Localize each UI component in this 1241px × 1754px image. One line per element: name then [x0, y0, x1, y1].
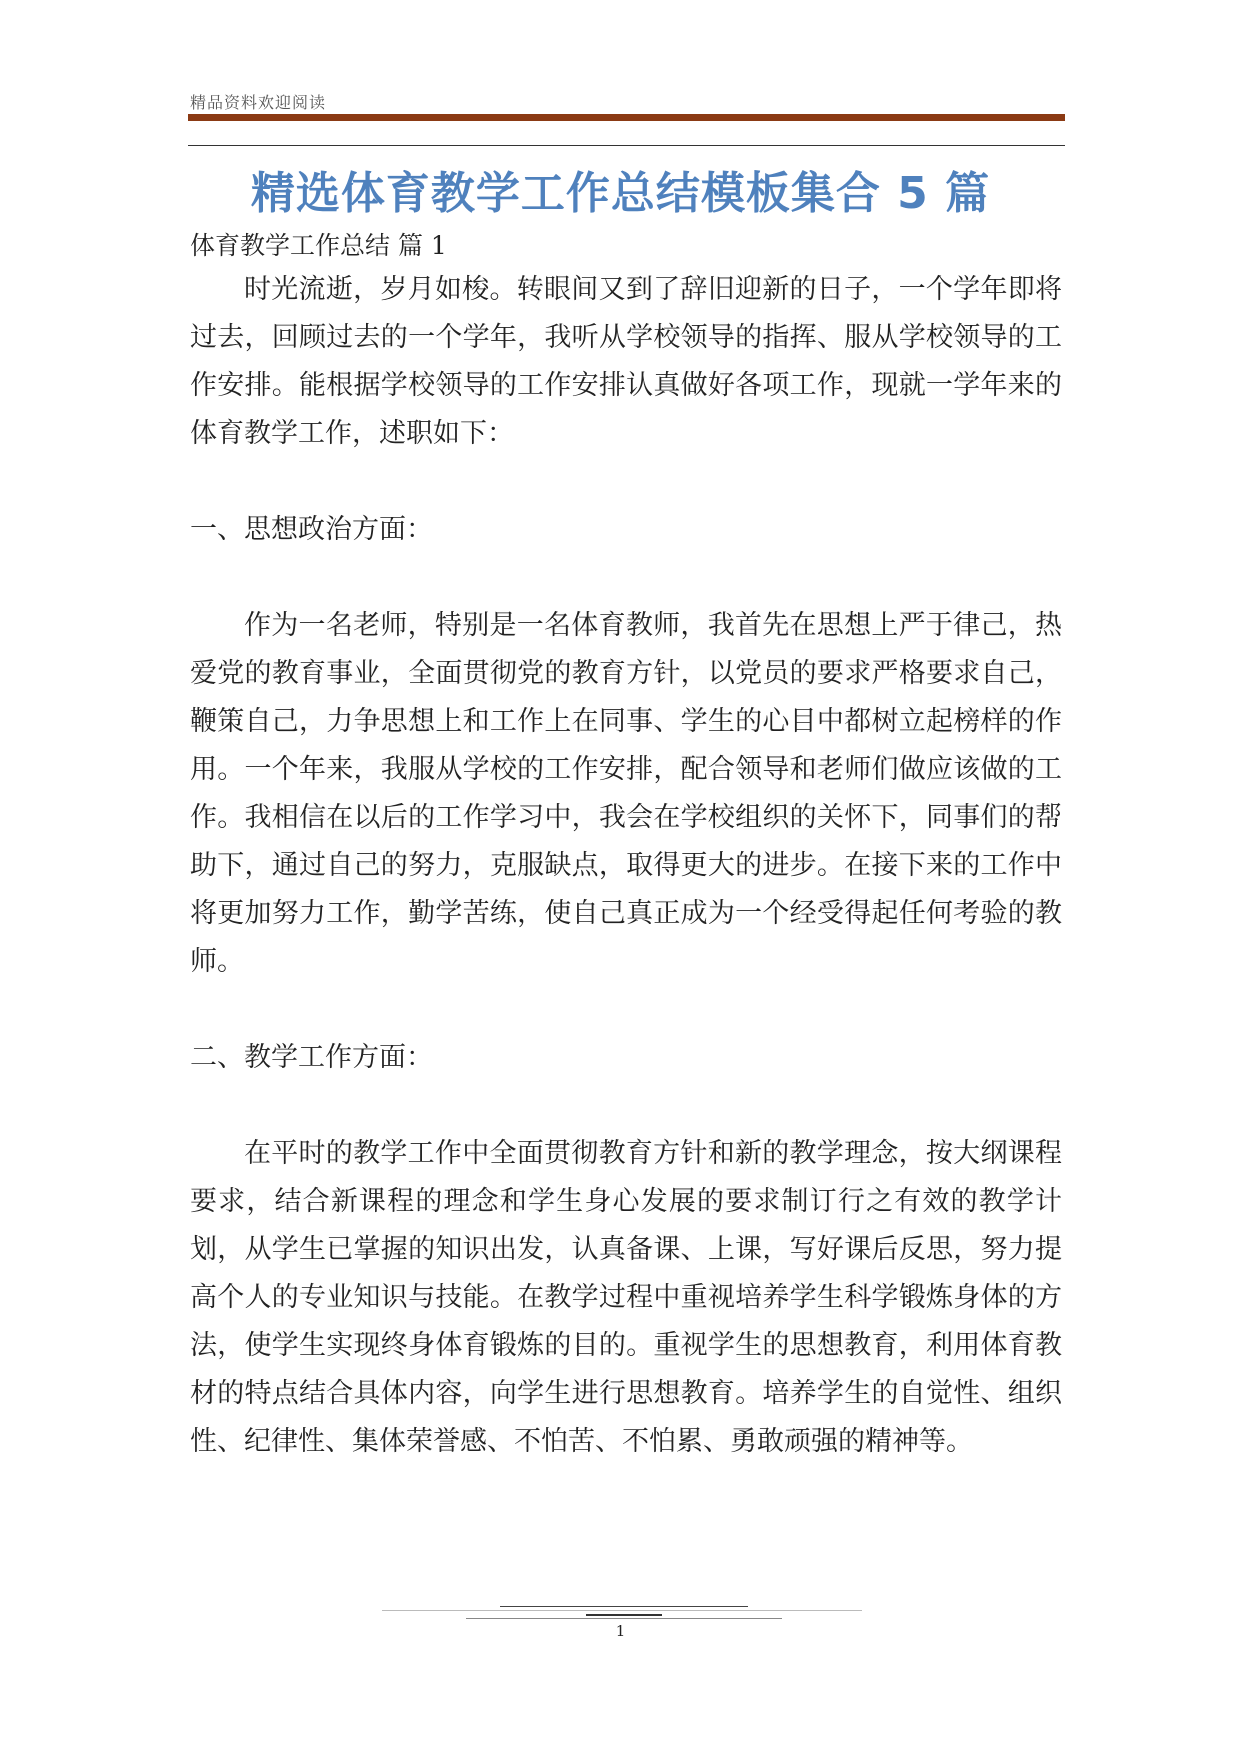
header-rule-thick [188, 114, 1065, 121]
header-rule-thin [188, 145, 1065, 146]
footer-rule [500, 1606, 748, 1607]
teaching-paragraph: 在平时的教学工作中全面贯彻教育方针和新的教学理念，按大纲课程要求，结合新课程的理念和学生身心发展的要求制订行之有效的教学计划，从学生已掌握的知识出发，认真备课、上课，写好课后反思，努力提高个人的专业知识与技能。在教学过程中重视培养学生科学锻炼身体的方法，使学生实现终身体育锻炼的目的。重视学生的思想教育，利用体育教材的特点结合具体内容，向学生进行思想教育。培养学生的自觉性、组织性、纪律性、集体荣誉感、不怕苦、不怕累、勇敢顽强的精神等。 [190, 1138, 1062, 1457]
footer-rule [586, 1614, 662, 1616]
document-body [190, 226, 1062, 1466]
intro-paragraph: 时光流逝，岁月如梭。转眼间又到了辞旧迎新的日子，一个学年即将过去，回顾过去的一个学年，我听从学校领导的指挥、服从学校领导的工作安排。能根据学校领导的工作安排认真做好各项工作，现就一学年来的体育教学工作，述职如下： [190, 274, 1062, 449]
section-subtitle: 体育教学工作总结 篇 1 [190, 231, 447, 260]
section-heading-teaching: 二、教学工作方面： [190, 1042, 433, 1073]
footer-rule [382, 1610, 862, 1611]
politics-paragraph: 作为一名老师，特别是一名体育教师，我首先在思想上严于律己，热爱党的教育事业，全面贯彻党的教育方针，以党员的要求严格要求自己，鞭策自己，力争思想上和工作上在同事、学生的心目中都树立起榜样的作用。一个年来，我服从学校的工作安排，配合领导和老师们做应该做的工作。我相信在以后的工作学习中，我会在学校组织的关怀下，同事们的帮助下，通过自己的努力，克服缺点，取得更大的进步。在接下来的工作中将更加努力工作，勤学苦练，使自己真正成为一个经受得起任何考验的教师。 [190, 610, 1062, 977]
document-title: 精选体育教学工作总结模板集合 5 篇 [250, 168, 991, 219]
paragraph-spacer [190, 554, 1062, 602]
paragraph-spacer [190, 986, 1062, 1034]
paragraph-spacer [190, 1082, 1062, 1130]
page-number: 1 [615, 1622, 626, 1640]
paragraph-spacer [190, 458, 1062, 506]
page-header-text: 精品资料欢迎阅读 [190, 93, 327, 112]
footer-rule [466, 1618, 782, 1619]
section-heading-politics: 一、思想政治方面： [190, 514, 433, 545]
